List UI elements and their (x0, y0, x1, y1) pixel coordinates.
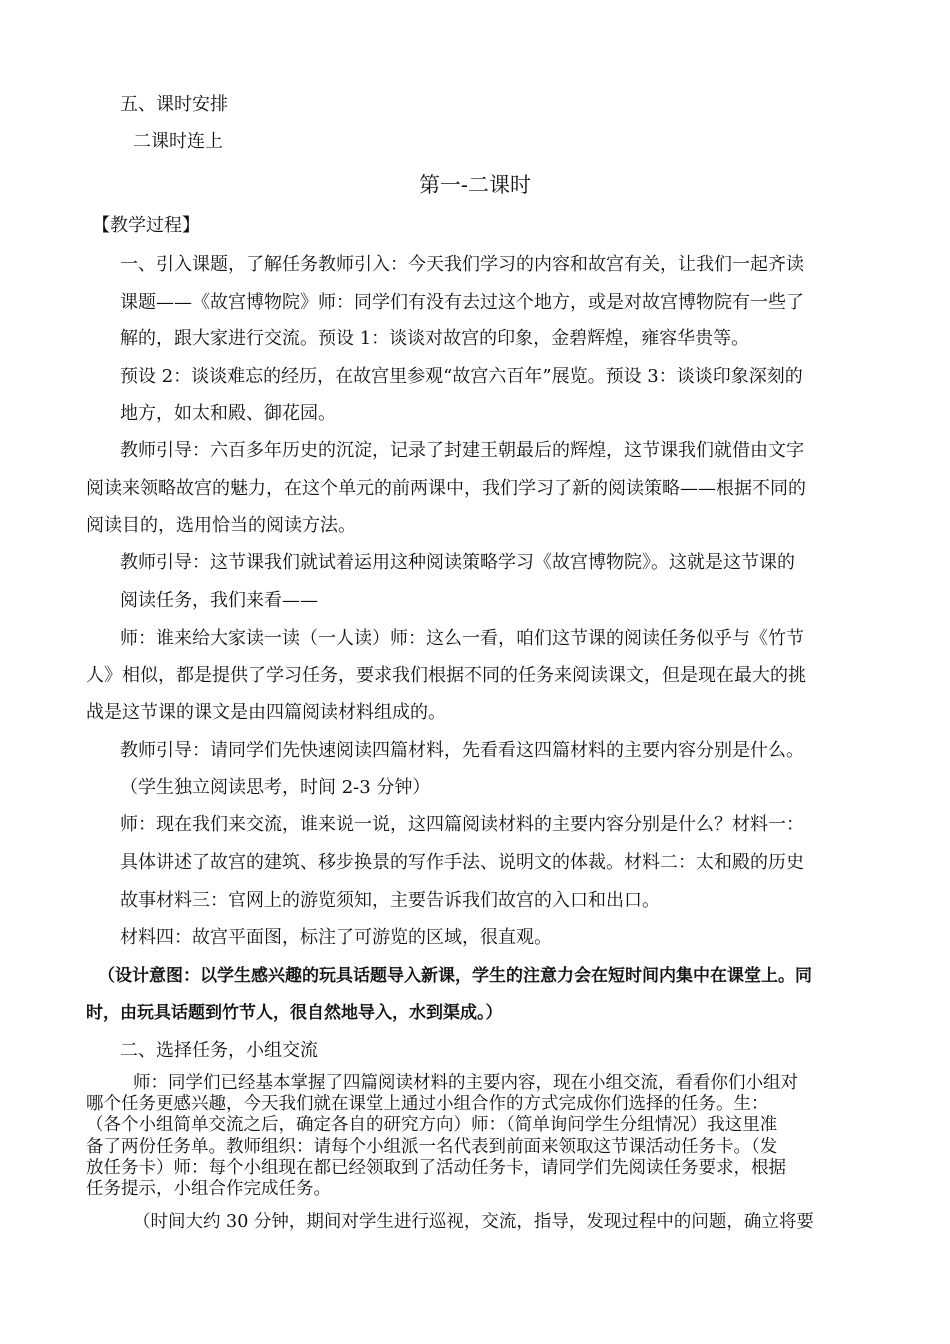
design-intent-line: （设计意图：以学生感兴趣的玩具话题导入新课，学生的注意力会在短时间内集中在课堂上。同 (98, 966, 812, 986)
paragraph-line: 故事材料三：官网上的游览须知，主要告诉我们故宫的入口和出口。 (120, 890, 660, 911)
lesson-title: 第一-二课时 (418, 173, 532, 197)
process-heading: 【教学过程】 (92, 215, 200, 236)
paragraph-line: 师：同学们已经基本掌握了四篇阅读材料的主要内容，现在小组交流，看看你们小组对 (133, 1073, 798, 1093)
paragraph-line: 课题——《故宫博物院》师：同学们有没有去过这个地方，或是对故宫博物院有一些了 (120, 292, 804, 313)
paragraph-line: 任务提示，小组合作完成任务。 (86, 1179, 331, 1199)
paragraph-line: （时间大约 30 分钟，期间对学生进行巡视，交流，指导，发现过程中的问题，确立将要 (133, 1212, 814, 1232)
paragraph-line: 师：谁来给大家读一读（一人读）师：这么一看，咱们这节课的阅读任务似乎与《竹节 (120, 628, 804, 649)
paragraph-line: 备了两份任务单。教师组织：请每个小组派一名代表到前面来领取这节课活动任务卡。（发 (86, 1137, 778, 1157)
paragraph-line: 解的，跟大家进行交流。预设 1：谈谈对故宫的印象，金碧辉煌，雍容华贵等。 (120, 328, 750, 349)
paragraph-line: 人》相似，都是提供了学习任务，要求我们根据不同的任务来阅读课文，但是现在最大的挑 (86, 665, 806, 686)
paragraph-line: 阅读目的，选用恰当的阅读方法。 (86, 515, 356, 536)
paragraph-line: （各个小组简单交流之后，确定各自的研究方向）师：（简单询问学生分组情况）我这里准 (86, 1115, 778, 1135)
paragraph-line: 一、引入课题，了解任务教师引入：今天我们学习的内容和故宫有关，让我们一起齐读 (120, 254, 804, 275)
paragraph-line: 阅读来领略故宫的魅力，在这个单元的前两课中，我们学习了新的阅读策略——根据不同的 (86, 478, 806, 499)
paragraph-line: 放任务卡）师：每个小组现在都已经领取到了活动任务卡，请同学们先阅读任务要求，根据 (86, 1158, 786, 1178)
paragraph-line: 具体讲述了故宫的建筑、移步换景的写作手法、说明文的体裁。材料二：太和殿的历史 (120, 852, 804, 873)
section-heading-tasks: 二、选择任务，小组交流 (120, 1040, 318, 1061)
paragraph-line: 材料四：故宫平面图，标注了可游览的区域，很直观。 (120, 927, 552, 948)
paragraph-line: 教师引导：请同学们先快速阅读四篇材料，先看看这四篇材料的主要内容分别是什么。 (120, 740, 804, 761)
paragraph-line: 教师引导：六百多年历史的沉淀，记录了封建王朝最后的辉煌，这节课我们就借由文字 (120, 440, 804, 461)
paragraph-line: 预设 2：谈谈难忘的经历，在故宫里参观“故宫六百年”展览。预设 3：谈谈印象深刻的 (120, 366, 803, 387)
schedule-text: 二课时连上 (133, 131, 223, 152)
design-intent-line: 时，由玩具话题到竹节人，很自然地导入，水到渠成。） (86, 1003, 503, 1023)
paragraph-line: 地方，如太和殿、御花园。 (120, 403, 336, 424)
paragraph-line: 战是这节课的课文是由四篇阅读材料组成的。 (86, 702, 446, 723)
paragraph-line: （学生独立阅读思考，时间 2-3 分钟） (120, 777, 431, 798)
paragraph-line: 哪个任务更感兴趣，今天我们就在课堂上通过小组合作的方式完成你们选择的任务。生： (86, 1094, 769, 1114)
paragraph-line: 阅读任务，我们来看—— (120, 590, 318, 611)
section-heading-schedule: 五、课时安排 (120, 94, 228, 115)
paragraph-line: 师：现在我们来交流，谁来说一说，这四篇阅读材料的主要内容分别是什么？材料一： (120, 814, 804, 835)
paragraph-line: 教师引导：这节课我们就试着运用这种阅读策略学习《故宫博物院》。这就是这节课的 (120, 552, 795, 573)
